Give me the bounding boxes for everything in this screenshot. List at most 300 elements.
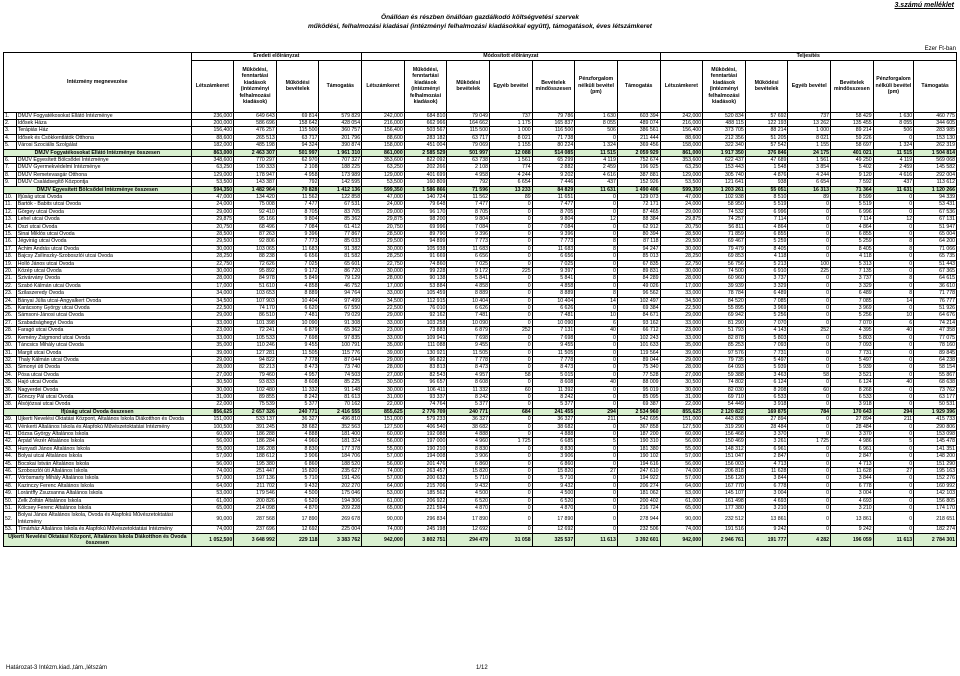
cell-value: 39,000 — [191, 349, 234, 356]
row-name: DMJV Családsegítő Központja — [16, 179, 191, 186]
cell-value: 9 804 — [447, 216, 490, 223]
cell-value: 88,600 — [191, 134, 234, 141]
cell-value: 5 803 — [745, 334, 788, 341]
cell-value: 71 859 — [703, 231, 746, 238]
cell-value: 0 — [575, 445, 618, 452]
cell-value: 94 339 — [914, 193, 957, 200]
cell-value: 30,500 — [191, 379, 234, 386]
row-number: 15. — [4, 231, 17, 238]
cell-value: 211 444 — [617, 134, 660, 141]
cell-value: 1 725 — [788, 438, 831, 445]
cell-value: 38 682 — [447, 423, 490, 430]
cell-value: 6 520 — [276, 497, 319, 504]
cell-value: 61,000 — [191, 497, 234, 504]
cell-value: 67 131 — [914, 216, 957, 223]
cell-value: 98 200 — [404, 216, 447, 223]
cell-value: 0 — [575, 475, 618, 482]
cell-value: 88,600 — [660, 134, 703, 141]
cell-value: 855,625 — [660, 408, 703, 415]
h-bevmind-2: Bevételek mindösszesen — [532, 60, 575, 112]
cell-value: 8 242 — [447, 393, 490, 400]
cell-value: 191 777 — [745, 533, 788, 547]
cell-value: 68 638 — [914, 379, 957, 386]
row-number: 31. — [4, 349, 17, 356]
table-row — [4, 505, 957, 512]
cell-value: 33,000 — [362, 334, 405, 341]
cell-value: 28,500 — [191, 231, 234, 238]
cell-value: 942,000 — [362, 533, 405, 547]
cell-value: 109 941 — [404, 334, 447, 341]
cell-value: 0 — [489, 253, 532, 260]
row-number: 42. — [4, 438, 17, 445]
cell-value: 160 809 — [404, 179, 447, 186]
cell-value: 8 830 — [276, 445, 319, 452]
cell-value: 240 771 — [447, 408, 490, 415]
row-name: Holló János utcai Óvoda — [16, 260, 191, 267]
cell-value: 12 — [575, 216, 618, 223]
cell-value: 28,000 — [191, 275, 234, 282]
cell-value: 91 148 — [319, 386, 362, 393]
cell-value: 49 026 — [617, 282, 660, 289]
cell-value: 4 395 — [831, 327, 874, 334]
cell-value: 0 — [575, 497, 618, 504]
row-number: 2. — [4, 119, 17, 126]
cell-value: 8 — [873, 245, 914, 252]
cell-value: 0 — [489, 445, 532, 452]
cell-value: 145 582 — [914, 164, 957, 171]
cell-value: 6 626 — [532, 305, 575, 312]
cell-value: 29,000 — [660, 208, 703, 215]
cell-value: 11 332 — [447, 386, 490, 393]
table-row — [4, 497, 957, 504]
cell-value: 2 847 — [745, 453, 788, 460]
row-number: 16. — [4, 238, 17, 245]
cell-value: 0 — [575, 512, 618, 526]
cell-value: 579 233 — [404, 416, 447, 423]
cell-value: 33,000 — [191, 334, 234, 341]
cell-value: 8 — [873, 238, 914, 245]
cell-value: 127 281 — [234, 349, 277, 356]
cell-value: 156 468 — [703, 430, 746, 437]
cell-value: 11 515 — [873, 149, 914, 156]
cell-value: 6 879 — [276, 327, 319, 334]
cell-value: 5 849 — [276, 275, 319, 282]
cell-value: 76 777 — [914, 297, 957, 304]
cell-value: 2 847 — [831, 453, 874, 460]
cell-value: 0 — [788, 526, 831, 533]
cell-value: 200 402 — [617, 497, 660, 504]
cell-value: 4 986 — [831, 438, 874, 445]
row-number: 8. — [4, 171, 17, 178]
cell-value: 0 — [873, 342, 914, 349]
cell-value: 5 — [575, 438, 618, 445]
cell-value: 0 — [489, 460, 532, 467]
cell-value: 9 172 — [447, 268, 490, 275]
cell-value: 49 250 — [831, 156, 874, 163]
cell-value: 190 333 — [234, 164, 277, 171]
row-number: 45. — [4, 460, 17, 467]
cell-value: 47,000 — [660, 193, 703, 200]
cell-value: 0 — [788, 453, 831, 460]
cell-value: 7 481 — [447, 312, 490, 319]
cell-value: 3 906 — [447, 453, 490, 460]
cell-value: 1 630 — [873, 112, 914, 119]
cell-value: 9 432 — [447, 482, 490, 489]
cell-value: 0 — [788, 216, 831, 223]
cell-value: 190 102 — [617, 453, 660, 460]
cell-value: 7 592 — [831, 179, 874, 186]
cell-value: 86 720 — [319, 268, 362, 275]
cell-value: 156,400 — [660, 127, 703, 134]
cell-value: 855,625 — [362, 408, 405, 415]
h-mukodesi-1: Működési, fenntartási kiadások (intézményi felhalmozási kiadások) — [234, 60, 277, 112]
row-number: 4. — [4, 134, 17, 141]
cell-value: 72 241 — [234, 327, 277, 334]
cell-value: 164 662 — [447, 119, 490, 126]
cell-value: 305 740 — [703, 171, 746, 178]
cell-value: 9 242 — [745, 526, 788, 533]
cell-value: 8 021 — [788, 134, 831, 141]
cell-value: 74,000 — [660, 526, 703, 533]
cell-value: 143 387 — [234, 179, 277, 186]
cell-value: 15 820 — [532, 468, 575, 475]
cell-value: 151 047 — [703, 453, 746, 460]
cell-value: 67 365 — [914, 268, 957, 275]
cell-value: 68 496 — [234, 223, 277, 230]
cell-value: 53,500 — [660, 179, 703, 186]
cell-value: 6 656 — [447, 253, 490, 260]
row-number: 5. — [4, 142, 17, 149]
cell-value: 64 676 — [914, 312, 957, 319]
table-row — [4, 393, 957, 400]
cell-value: 7 481 — [532, 312, 575, 319]
cell-value: 51 947 — [914, 223, 957, 230]
cell-value: 59 388 — [703, 371, 746, 378]
cell-value: 247 610 — [617, 468, 660, 475]
cell-value: 569 068 — [914, 156, 957, 163]
cell-value: 11 505 — [447, 349, 490, 356]
cell-value: 0 — [489, 208, 532, 215]
cell-value: 235 627 — [319, 468, 362, 475]
cell-value: 2 534 960 — [617, 408, 660, 415]
cell-value: 20,750 — [191, 223, 234, 230]
cell-value: 7 085 — [745, 297, 788, 304]
cell-value: 0 — [873, 497, 914, 504]
cell-value: 0 — [575, 223, 618, 230]
cell-value: 7 477 — [532, 201, 575, 208]
row-name: Zelk Zoltán Általános Iskola — [16, 497, 191, 504]
cell-value: 22,000 — [362, 401, 405, 408]
cell-value: 0 — [489, 393, 532, 400]
cell-value: 0 — [873, 253, 914, 260]
cell-value: 1 155 — [489, 142, 532, 149]
h-letszam-2: Létszámkeret — [362, 60, 405, 112]
cell-value: 36 610 — [914, 282, 957, 289]
cell-value: 212 356 — [703, 134, 746, 141]
cell-value: 22,500 — [191, 305, 234, 312]
table-row — [4, 127, 957, 134]
cell-value: 2 059 929 — [617, 149, 660, 156]
cell-value: 56 811 — [703, 223, 746, 230]
cell-value: 102 480 — [234, 386, 277, 393]
row-name: Bajcsy Zsilinszky-Szoboszlói utcai Óvoda — [16, 253, 191, 260]
cell-value: 3 370 — [745, 430, 788, 437]
h-mukodesi-3: Működési, fenntartási kiadások (intézményi felhalmozási kiadások) — [703, 60, 746, 112]
cell-value: 12 088 — [489, 149, 532, 156]
row-name: Áchim András utcai Óvoda — [16, 245, 191, 252]
row-name: Kazinczy Ferenc Általános Iskola — [16, 482, 191, 489]
row-number: 26. — [4, 312, 17, 319]
cell-value: 9 432 — [276, 482, 319, 489]
row-number: 38. — [4, 401, 17, 408]
cell-value: 225 — [489, 268, 532, 275]
cell-value: 70 828 — [276, 186, 319, 193]
cell-value: 51 793 — [703, 327, 746, 334]
row-name: Lehel utcai Óvoda — [16, 216, 191, 223]
cell-value: 1 052,500 — [191, 533, 234, 547]
cell-value: 156,400 — [191, 127, 234, 134]
row-name: Idősek és Csökkentlátók Otthona — [16, 134, 191, 141]
cell-value: 0 — [489, 416, 532, 423]
cell-value: 74,000 — [362, 526, 405, 533]
cell-value: 94 822 — [234, 356, 277, 363]
cell-value: 4 143 — [745, 327, 788, 334]
cell-value: 4 870 — [532, 505, 575, 512]
cell-value: 0 — [575, 282, 618, 289]
cell-value: 58 — [788, 371, 831, 378]
cell-value: 40 — [575, 327, 618, 334]
cell-value: 0 — [788, 468, 831, 475]
cell-value: 34,500 — [191, 297, 234, 304]
row-name: Szivárvány Óvoda — [16, 275, 191, 282]
cell-value: 105 938 — [404, 245, 447, 252]
cell-value: 35,000 — [362, 342, 405, 349]
table-row — [4, 216, 957, 223]
cell-value: 14 — [873, 297, 914, 304]
budget-table — [3, 52, 957, 547]
row-number: 39. — [4, 416, 17, 423]
cell-value: 28,500 — [660, 231, 703, 238]
cell-value: 56 756 — [703, 260, 746, 267]
cell-value: 4 118 — [831, 253, 874, 260]
cell-value: 56,000 — [362, 438, 405, 445]
cell-value: 938 — [745, 179, 788, 186]
cell-value: 0 — [489, 468, 532, 475]
table-row — [4, 349, 957, 356]
cell-value: 7 093 — [831, 342, 874, 349]
cell-value: 3 918 — [745, 401, 788, 408]
cell-value: 135 455 — [831, 119, 874, 126]
cell-value: 7 773 — [532, 238, 575, 245]
cell-value: 94 324 — [276, 142, 319, 149]
cell-value: 152 276 — [914, 475, 957, 482]
table-row — [4, 290, 957, 297]
cell-value: 792 — [276, 179, 319, 186]
cell-value: 0 — [489, 290, 532, 297]
cell-value: 40 — [575, 379, 618, 386]
cell-value: 59 226 — [831, 134, 874, 141]
cell-value: 111 088 — [404, 342, 447, 349]
cell-value: 586 696 — [234, 119, 277, 126]
cell-value: 13 861 — [745, 512, 788, 526]
cell-value: 0 — [788, 312, 831, 319]
cell-value: 5 939 — [745, 364, 788, 371]
cell-value: 0 — [873, 401, 914, 408]
cell-value: 3 521 — [831, 371, 874, 378]
cell-value: 4 118 — [745, 253, 788, 260]
cell-value: 4 616 — [873, 171, 914, 178]
cell-value: 0 — [489, 453, 532, 460]
cell-value: 115 500 — [447, 127, 490, 134]
cell-value: 9 432 — [532, 482, 575, 489]
group-original: Eredeti előirányzat — [191, 53, 362, 61]
cell-value: 0 — [489, 334, 532, 341]
cell-value: 177 380 — [703, 505, 746, 512]
cell-value: 6 — [873, 319, 914, 326]
cell-value: 82 030 — [703, 386, 746, 393]
cell-value: 4 119 — [575, 156, 618, 163]
cell-value: 23,000 — [191, 327, 234, 334]
cell-value: 7 025 — [447, 260, 490, 267]
cell-value: 4 693 — [745, 497, 788, 504]
cell-value: 0 — [788, 297, 831, 304]
cell-value: 22,500 — [660, 305, 703, 312]
cell-value: 186 284 — [234, 438, 277, 445]
table-row — [4, 260, 957, 267]
cell-value: 7 114 — [745, 216, 788, 223]
cell-value: 160 992 — [914, 482, 957, 489]
cell-value: 5 841 — [532, 275, 575, 282]
row-number: 36. — [4, 386, 17, 393]
h-tamogatas-3: Támogatás — [914, 60, 957, 112]
cell-value: 0 — [575, 356, 618, 363]
cell-value: 10 090 — [276, 319, 319, 326]
cell-value: 29,000 — [660, 312, 703, 319]
cell-value: 66 712 — [617, 327, 660, 334]
h-bevetelek-3: Működési bevételek — [745, 60, 788, 112]
cell-value: 6 656 — [276, 253, 319, 260]
row-number: 9. — [4, 179, 17, 186]
cell-value: 74 532 — [703, 208, 746, 215]
row-number: 46. — [4, 468, 17, 475]
cell-value: 65,000 — [660, 505, 703, 512]
cell-value: 325 537 — [532, 533, 575, 547]
cell-value: 17 890 — [447, 512, 490, 526]
cell-value: 6 520 — [532, 497, 575, 504]
cell-value: 55,000 — [660, 445, 703, 452]
cell-value: 3 802 751 — [404, 533, 447, 547]
cell-value: 6 520 — [447, 497, 490, 504]
cell-value: 78 784 — [703, 290, 746, 297]
row-name: Sámsoni-Jánosi utcai Óvoda — [16, 312, 191, 319]
cell-value: 69 942 — [703, 312, 746, 319]
cell-value: 5 497 — [831, 356, 874, 363]
cell-value: 0 — [489, 349, 532, 356]
cell-value: 269 678 — [319, 512, 362, 526]
cell-value: 0 — [873, 231, 914, 238]
cell-value: 28,250 — [362, 253, 405, 260]
cell-value: 2 459 — [873, 164, 914, 171]
cell-value: 4 858 — [447, 282, 490, 289]
cell-value: 65 004 — [914, 231, 957, 238]
cell-value: 0 — [575, 253, 618, 260]
cell-value: 0 — [873, 282, 914, 289]
cell-value: 194 922 — [617, 475, 660, 482]
cell-value: 47,000 — [362, 193, 405, 200]
table-row — [4, 445, 957, 452]
cell-value: 3 844 — [745, 475, 788, 482]
cell-value: 151 290 — [914, 460, 957, 467]
cell-value: 195 163 — [914, 468, 957, 475]
cell-value: 6 860 — [447, 460, 490, 467]
cell-value: 30,000 — [660, 386, 703, 393]
cell-value: 229 118 — [276, 533, 319, 547]
h-letszam-1: Létszámkeret — [191, 60, 234, 112]
cell-value: 38 682 — [532, 423, 575, 430]
cell-value: 11 505 — [276, 349, 319, 356]
cell-value: 27 — [575, 468, 618, 475]
cell-value: 29,000 — [362, 356, 405, 363]
cell-value: 77 075 — [914, 334, 957, 341]
cell-value: 92 162 — [404, 312, 447, 319]
table-row — [4, 231, 957, 238]
cell-value: 74 860 — [404, 260, 447, 267]
cell-value: 240 771 — [276, 408, 319, 415]
cell-value: 87 263 — [234, 231, 277, 238]
cell-value: 93 337 — [404, 393, 447, 400]
cell-value: 7 070 — [831, 319, 874, 326]
row-name: Tímárház Általános Iskola és Alapfokú Művészetoktatási Intézmény — [16, 526, 191, 533]
cell-value: 181 380 — [617, 445, 660, 452]
cell-value: 9 396 — [447, 231, 490, 238]
cell-value: 6 656 — [532, 253, 575, 260]
cell-value: 113 612 — [914, 179, 957, 186]
cell-value: 390 874 — [319, 142, 362, 149]
h-letszam-3: Létszámkeret — [660, 60, 703, 112]
cell-value: 76 010 — [404, 305, 447, 312]
cell-value: 65 735 — [914, 253, 957, 260]
cell-value: 29,000 — [191, 356, 234, 363]
row-number: 17. — [4, 245, 17, 252]
cell-value: 145 107 — [703, 490, 746, 497]
cell-value: 194 306 — [319, 497, 362, 504]
row-number: 1. — [4, 112, 17, 119]
cell-value: 201 796 — [319, 134, 362, 141]
cell-value: 57,000 — [660, 453, 703, 460]
table-row — [4, 371, 957, 378]
cell-value: 11 631 — [873, 186, 914, 193]
cell-value: 64,000 — [362, 482, 405, 489]
cell-value: 9 455 — [447, 342, 490, 349]
cell-value: 29,000 — [191, 208, 234, 215]
cell-value: 0 — [873, 393, 914, 400]
cell-value: 182 274 — [914, 526, 957, 533]
cell-value: 56,000 — [660, 460, 703, 467]
cell-value: 296 834 — [404, 512, 447, 526]
cell-value: 152 926 — [617, 179, 660, 186]
cell-value: 2 108 — [447, 164, 490, 171]
cell-value: 506 — [575, 127, 618, 134]
cell-value: 594,350 — [191, 186, 234, 193]
cell-value: 5 256 — [745, 312, 788, 319]
cell-value: 8 — [575, 245, 618, 252]
row-number: 13. — [4, 216, 17, 223]
cell-value: 121 641 — [703, 179, 746, 186]
cell-value: 65 299 — [532, 156, 575, 163]
cell-value: 6 996 — [831, 208, 874, 215]
cell-value: 58 950 — [703, 201, 746, 208]
cell-value: 294 479 — [447, 533, 490, 547]
